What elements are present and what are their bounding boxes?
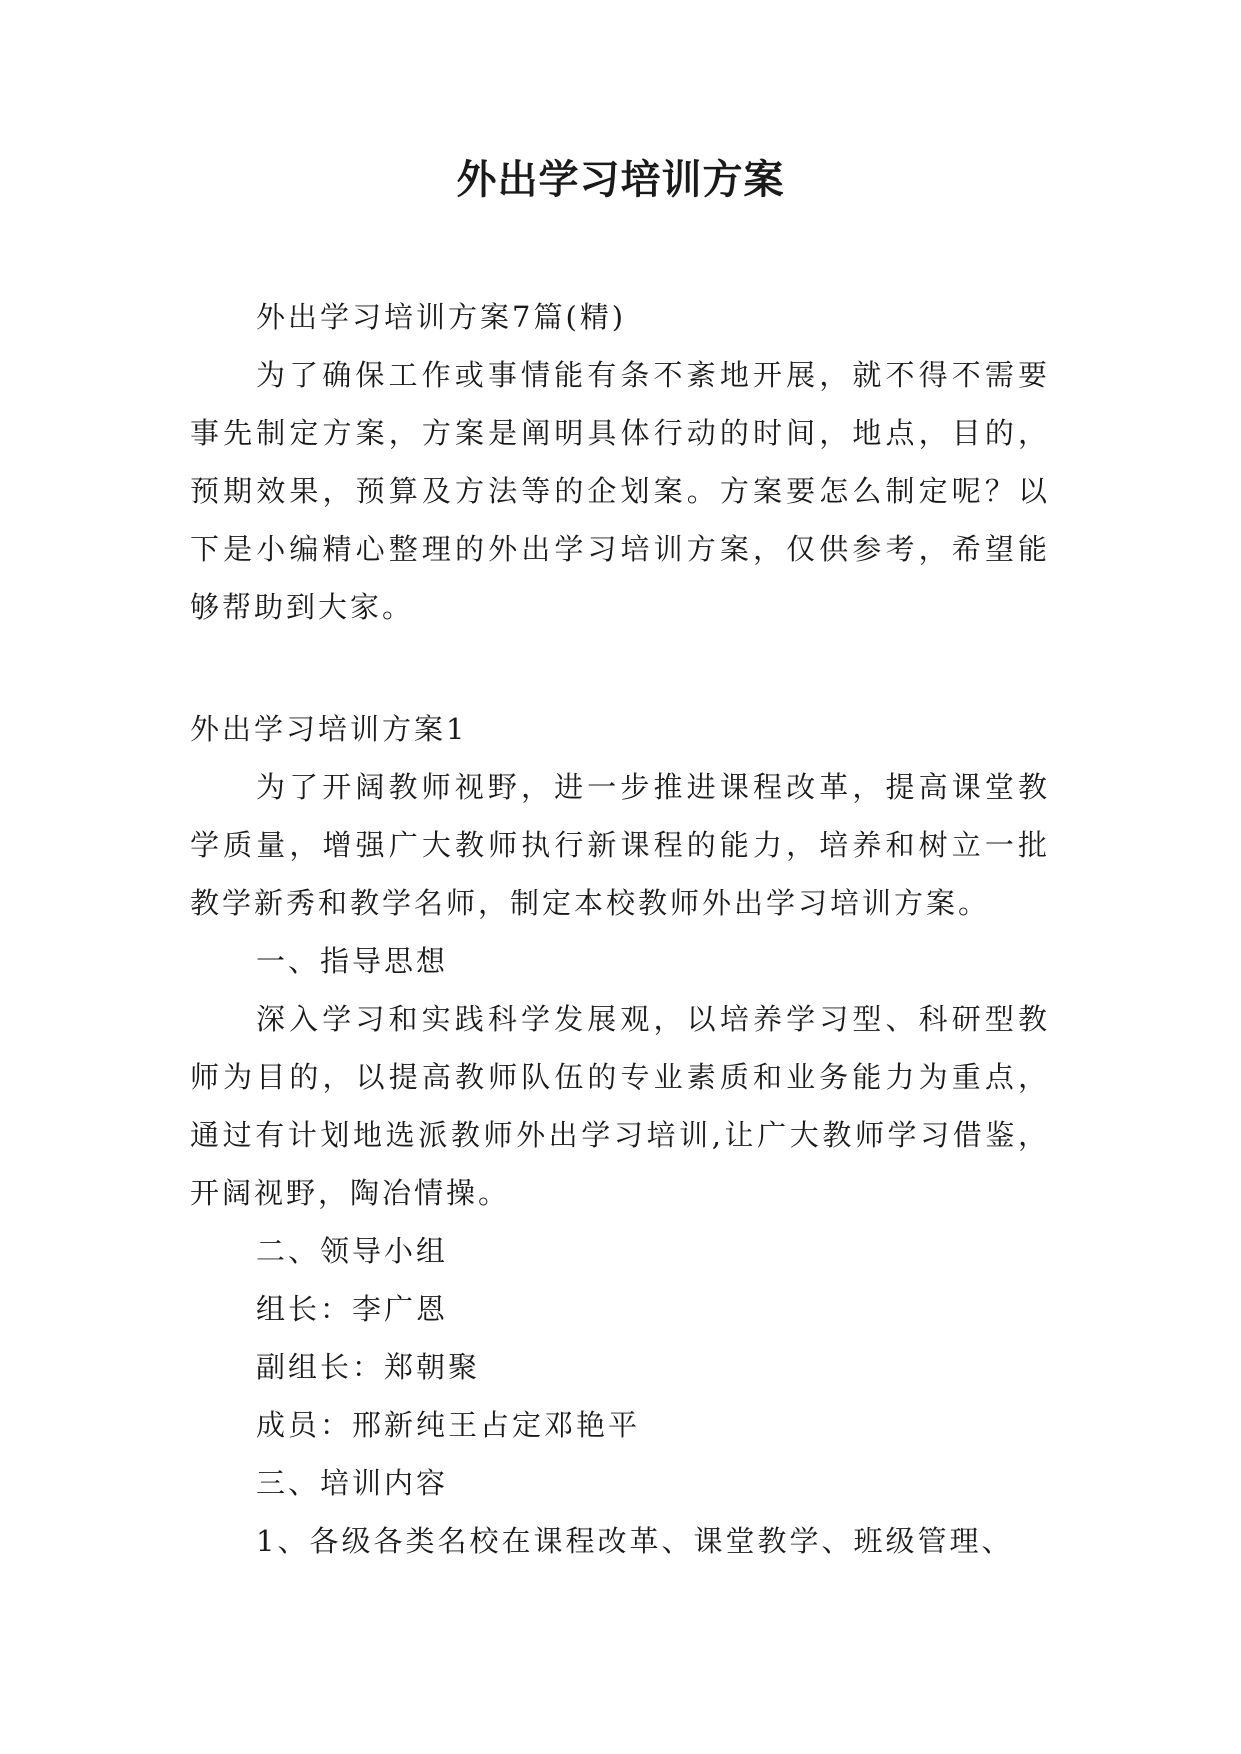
subsection-heading: 二、领导小组 — [256, 1234, 449, 1268]
document-body — [190, 288, 1050, 1570]
subsection-heading: 一、指导思想 — [256, 944, 449, 978]
list-item: 副组长：郑朝聚 — [256, 1350, 481, 1384]
subtitle-paragraph: 外出学习培训方案7篇(精) — [256, 300, 627, 334]
list-item: 组长：李广恩 — [256, 1292, 449, 1326]
document-title: 外出学习培训方案 — [456, 156, 785, 203]
body-paragraph: 深入学习和实践科学发展观，以培养学习型、科研型教师为目的，以提高教师队伍的专业素质和业务能力为重点，通过有计划地选派教师外出学习培训,让广大教师学习借鉴，开阔视野，陶冶情操。 — [190, 1002, 1050, 1210]
list-item: 1、各级各类名校在课程改革、课堂教学、班级管理、 — [256, 1524, 1014, 1558]
intro-paragraph: 为了确保工作或事情能有条不紊地开展，就不得不需要事先制定方案，方案是阐明具体行动的时间，地点，目的，预期效果，预算及方法等的企划案。方案要怎么制定呢？以下是小编精心整理的外出学习培训方案，仅供参考，希望能够帮助到大家。 — [190, 358, 1050, 624]
section-heading: 外出学习培训方案1 — [190, 712, 468, 746]
body-paragraph: 为了开阔教师视野，进一步推进课程改革，提高课堂教学质量，增强广大教师执行新课程的能力，培养和树立一批教学新秀和教学名师，制定本校教师外出学习培训方案。 — [190, 770, 1050, 920]
list-item: 成员：邢新纯王占定邓艳平 — [256, 1408, 641, 1442]
subsection-heading: 三、培训内容 — [256, 1466, 449, 1500]
